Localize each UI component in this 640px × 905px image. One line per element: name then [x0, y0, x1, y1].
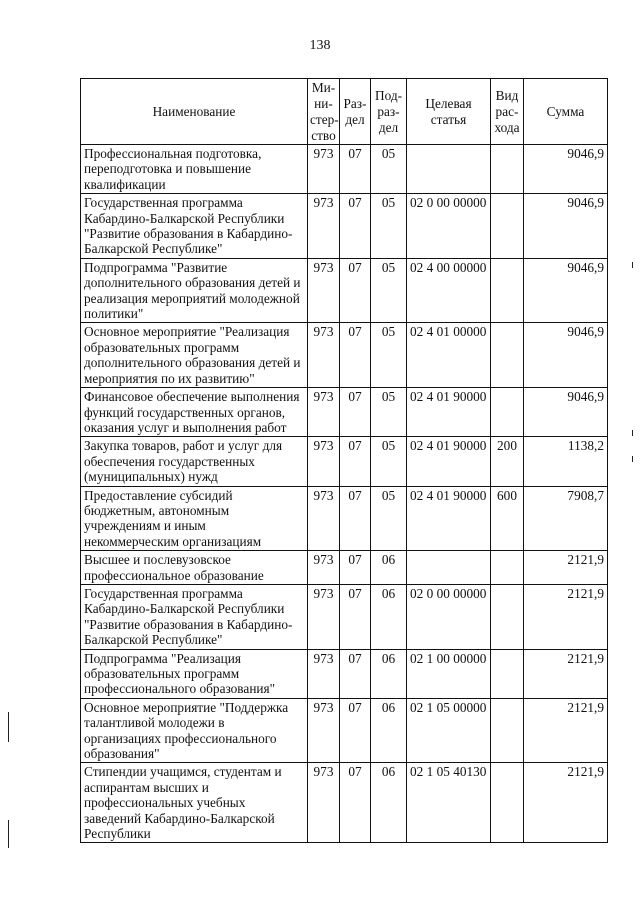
header-ministry: Ми- ни- стер- ство: [308, 79, 340, 145]
table-row: [81, 194, 608, 259]
cell-article: [407, 145, 491, 194]
cell-sum: 2121,9: [524, 763, 608, 843]
scan-mark: [632, 262, 633, 268]
header-sum: Сумма: [524, 79, 608, 145]
cell-name: Подпрограмма "Развитие дополнительного образования детей и реализация мероприятий молодежной политики": [81, 258, 308, 323]
cell-subsection: 06: [371, 584, 407, 649]
table-row: [81, 323, 608, 388]
cell-expense-type: [491, 323, 524, 388]
cell-sum: 9046,9: [524, 258, 608, 323]
scan-mark: [8, 820, 9, 848]
scan-mark: [632, 456, 633, 462]
table-row: [81, 551, 608, 585]
header-subsection: Под- раз- дел: [371, 79, 407, 145]
cell-section: 07: [340, 145, 371, 194]
cell-sum: 9046,9: [524, 388, 608, 437]
cell-ministry: 973: [308, 437, 340, 486]
cell-section: 07: [340, 698, 371, 763]
cell-expense-type: [491, 763, 524, 843]
cell-article: 02 4 01 00000: [407, 323, 491, 388]
cell-ministry: 973: [308, 649, 340, 698]
cell-section: 07: [340, 486, 371, 551]
table-body: [81, 145, 608, 843]
cell-sum: 1138,2: [524, 437, 608, 486]
cell-subsection: 05: [371, 437, 407, 486]
cell-ministry: 973: [308, 145, 340, 194]
cell-subsection: 06: [371, 698, 407, 763]
cell-subsection: 06: [371, 551, 407, 585]
cell-section: 07: [340, 258, 371, 323]
cell-expense-type: [491, 194, 524, 259]
cell-expense-type: [491, 388, 524, 437]
cell-name: Финансовое обеспечение выполнения функций государственных органов, оказания услуг и выполнения работ: [81, 388, 308, 437]
cell-article: 02 4 01 90000: [407, 486, 491, 551]
cell-sum: 2121,9: [524, 698, 608, 763]
cell-expense-type: [491, 698, 524, 763]
cell-subsection: 06: [371, 763, 407, 843]
cell-name: Основное мероприятие "Поддержка талантливой молодежи в организациях профессионального образования": [81, 698, 308, 763]
cell-article: 02 0 00 00000: [407, 194, 491, 259]
table-row: [81, 763, 608, 843]
cell-name: Государственная программа Кабардино-Балкарской Республики "Развитие образования в Кабардино-Балкарской Республике": [81, 584, 308, 649]
cell-ministry: 973: [308, 388, 340, 437]
cell-subsection: 06: [371, 649, 407, 698]
cell-subsection: 05: [371, 145, 407, 194]
table-row: [81, 486, 608, 551]
cell-section: 07: [340, 194, 371, 259]
cell-ministry: 973: [308, 584, 340, 649]
cell-sum: 2121,9: [524, 584, 608, 649]
cell-name: Основное мероприятие "Реализация образовательных программ дополнительного образования детей и мероприятия по их развитию": [81, 323, 308, 388]
cell-sum: 2121,9: [524, 551, 608, 585]
cell-expense-type: 600: [491, 486, 524, 551]
cell-ministry: 973: [308, 194, 340, 259]
cell-name: Закупка товаров, работ и услуг для обеспечения государственных (муниципальных) нужд: [81, 437, 308, 486]
header-name: Наименование: [81, 79, 308, 145]
cell-ministry: 973: [308, 258, 340, 323]
cell-article: 02 4 01 90000: [407, 388, 491, 437]
header-section: Раз- дел: [340, 79, 371, 145]
cell-ministry: 973: [308, 323, 340, 388]
cell-article: [407, 551, 491, 585]
cell-expense-type: [491, 584, 524, 649]
header-row: [81, 79, 608, 145]
table-row: [81, 388, 608, 437]
cell-article: 02 1 05 00000: [407, 698, 491, 763]
cell-section: 07: [340, 323, 371, 388]
cell-subsection: 05: [371, 258, 407, 323]
cell-section: 07: [340, 551, 371, 585]
cell-name: Высшее и послевузовское профессиональное образование: [81, 551, 308, 585]
table-row: [81, 649, 608, 698]
cell-section: 07: [340, 437, 371, 486]
cell-name: Подпрограмма "Реализация образовательных программ профессионального образования": [81, 649, 308, 698]
cell-sum: 2121,9: [524, 649, 608, 698]
cell-name: Профессиональная подготовка, переподготовка и повышение квалификации: [81, 145, 308, 194]
cell-article: 02 1 00 00000: [407, 649, 491, 698]
cell-expense-type: [491, 649, 524, 698]
header-expense-type: Вид рас- хода: [491, 79, 524, 145]
cell-section: 07: [340, 584, 371, 649]
cell-section: 07: [340, 763, 371, 843]
cell-sum: 7908,7: [524, 486, 608, 551]
cell-article: 02 4 00 00000: [407, 258, 491, 323]
cell-name: Стипендии учащимся, студентам и аспирантам высших и профессиональных учебных заведений Кабардино-Балкарской Республики: [81, 763, 308, 843]
table-row: [81, 584, 608, 649]
cell-subsection: 05: [371, 486, 407, 551]
header-article: Целевая статья: [407, 79, 491, 145]
cell-expense-type: [491, 258, 524, 323]
cell-section: 07: [340, 649, 371, 698]
scan-mark: [632, 430, 633, 436]
cell-ministry: 973: [308, 551, 340, 585]
cell-name: Предоставление субсидий бюджетным, автономным учреждениям и иным некоммерческим организациям: [81, 486, 308, 551]
table-row: [81, 437, 608, 486]
table-row: [81, 145, 608, 194]
cell-expense-type: [491, 145, 524, 194]
cell-subsection: 05: [371, 323, 407, 388]
scan-mark: [8, 712, 9, 742]
cell-expense-type: [491, 551, 524, 585]
budget-table: [80, 78, 608, 843]
cell-ministry: 973: [308, 763, 340, 843]
page-number: 138: [309, 38, 331, 53]
cell-expense-type: 200: [491, 437, 524, 486]
cell-sum: 9046,9: [524, 323, 608, 388]
table-row: [81, 258, 608, 323]
cell-sum: 9046,9: [524, 194, 608, 259]
cell-ministry: 973: [308, 698, 340, 763]
cell-section: 07: [340, 388, 371, 437]
cell-article: 02 0 00 00000: [407, 584, 491, 649]
cell-ministry: 973: [308, 486, 340, 551]
cell-name: Государственная программа Кабардино-Балкарской Республики "Развитие образования в Кабардино-Балкарской Республике": [81, 194, 308, 259]
cell-article: 02 1 05 40130: [407, 763, 491, 843]
cell-subsection: 05: [371, 388, 407, 437]
cell-sum: 9046,9: [524, 145, 608, 194]
cell-subsection: 05: [371, 194, 407, 259]
table-row: [81, 698, 608, 763]
cell-article: 02 4 01 90000: [407, 437, 491, 486]
